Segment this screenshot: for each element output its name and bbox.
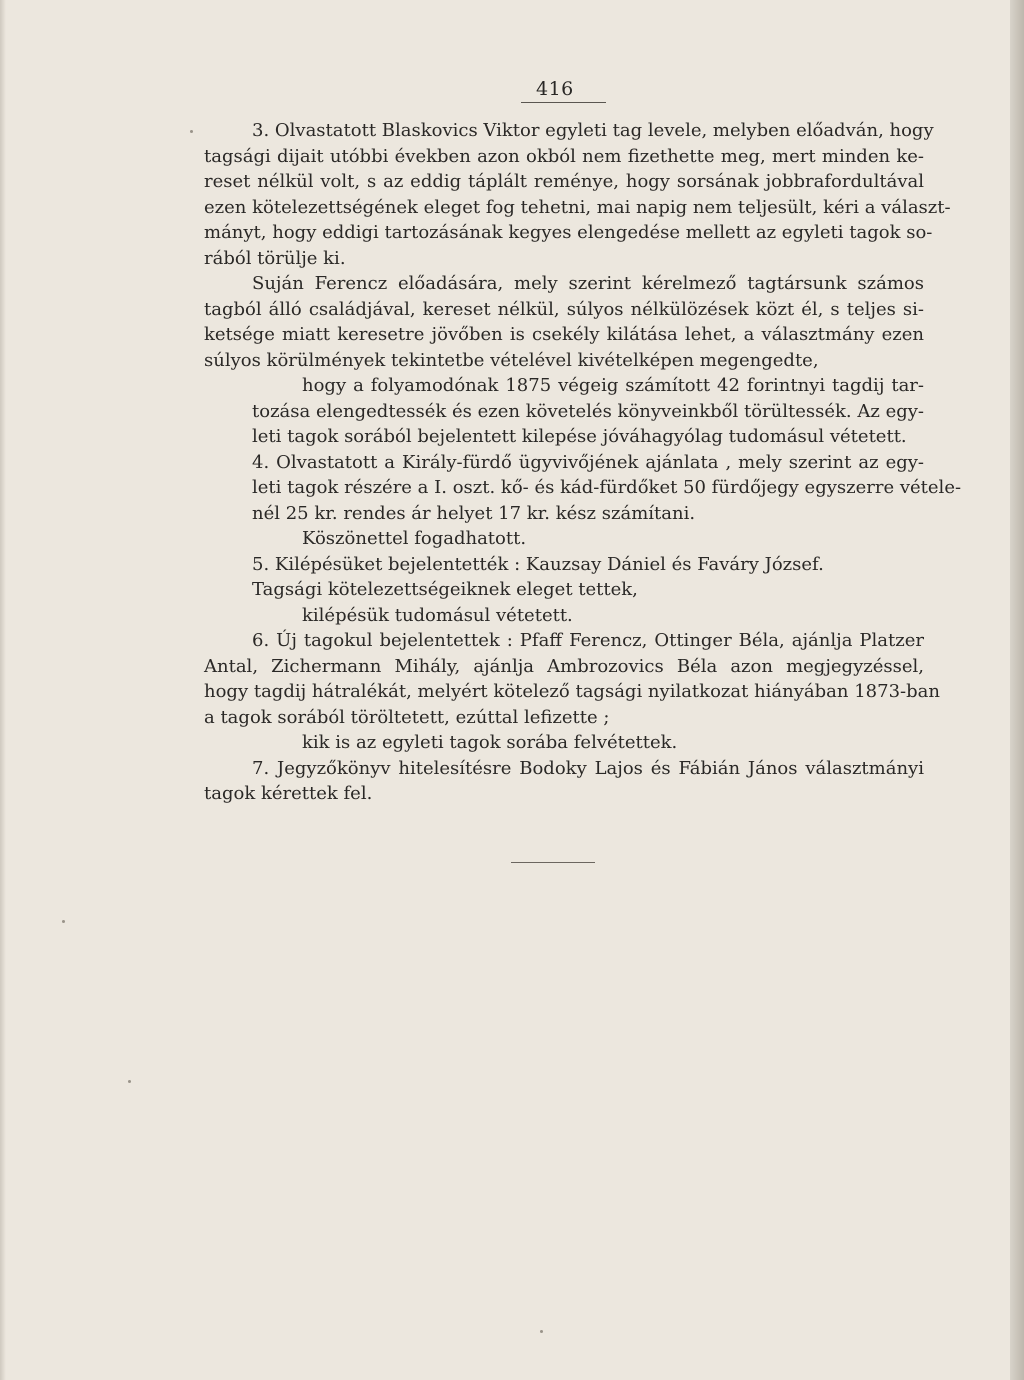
text-line: mányt, hogy eddigi tartozásának kegyes elengedése mellett az egyleti tagok so- bbox=[204, 222, 933, 243]
paper-speck bbox=[540, 1330, 543, 1333]
text-line: nél 25 kr. rendes ár helyet 17 kr. kész számítani. bbox=[252, 502, 696, 524]
text-line: hogy a folyamodónak 1875 végeig számított 42 forintnyi tagdij tar- bbox=[302, 375, 924, 396]
paper-speck bbox=[190, 130, 193, 133]
page-number: 416 bbox=[536, 78, 574, 100]
text-line: 5. Kilépésüket bejelentették : Kauzsay Dániel és Faváry József. bbox=[252, 553, 824, 575]
text-line: Tagsági kötelezettségeiknek eleget tettek, bbox=[252, 579, 638, 600]
text-line: 6. Új tagokul bejelentettek : Pfaff Ferencz, Ottinger Béla, ajánlja Platzer bbox=[252, 630, 924, 651]
text-line: súlyos körülmények tekintetbe vételével kivételképen megengedte, bbox=[204, 349, 819, 371]
text-line: tagból álló családjával, kereset nélkül, súlyos nélkülözések közt él, s teljes si- bbox=[204, 298, 924, 320]
text-line: Köszönettel fogadhatott. bbox=[302, 528, 527, 549]
text-line: Antal, Zichermann Mihály, ajánlja Ambrozovics Béla azon megjegyzéssel, bbox=[204, 655, 924, 677]
text-line: tagsági dijait utóbbi években azon okból nem fizethette meg, mert minden ke- bbox=[204, 145, 924, 167]
text-line: 4. Olvastatott a Király-fürdő ügyvivőjének ajánlata , mely szerint az egy- bbox=[252, 451, 924, 473]
text-line: kik is az egyleti tagok sorába felvétettek. bbox=[302, 732, 678, 753]
paper-speck bbox=[62, 920, 65, 923]
text-line: ketsége miatt keresetre jövőben is csekély kilátása lehet, a választmány ezen bbox=[204, 324, 924, 345]
page-number-rule bbox=[521, 102, 606, 103]
text-line: ezen kötelezettségének eleget fog tehetni, mai napig nem teljesült, kéri a választ- bbox=[204, 196, 951, 218]
text-line: Suján Ferencz előadására, mely szerint kérelmező tagtársunk számos bbox=[252, 273, 924, 294]
text-line: 3. Olvastatott Blaskovics Viktor egyleti tag levele, melyben előadván, hogy bbox=[252, 120, 934, 141]
text-line: leti tagok részére a I. oszt. kő- és kád-fürdőket 50 fürdőjegy egyszerre vétele- bbox=[252, 477, 962, 498]
text-line: reset nélkül volt, s az eddig táplált reménye, hogy sorsának jobbrafordultával bbox=[204, 171, 924, 192]
text-line: 7. Jegyzőkönyv hitelesítésre Bodoky Lajos és Fábián János választmányi bbox=[252, 757, 924, 779]
body-text bbox=[204, 118, 962, 807]
text-line: kilépésük tudomásul vétetett. bbox=[302, 604, 573, 626]
text-line: rából törülje ki. bbox=[204, 247, 346, 269]
text-line: tozása elengedtessék és ezen követelés könyveinkből törültessék. Az egy- bbox=[252, 400, 924, 422]
text-line: leti tagok sorából bejelentett kilepése jóváhagyólag tudomásul vétetett. bbox=[252, 426, 907, 447]
section-end-rule bbox=[511, 862, 595, 863]
text-line: hogy tagdij hátralékát, melyért kötelező tagsági nyilatkozat hiányában 1873-ban bbox=[204, 681, 940, 702]
paper-speck bbox=[128, 1080, 131, 1083]
text-line: a tagok sorából töröltetett, ezúttal lefizette ; bbox=[204, 706, 610, 728]
page-right-edge bbox=[1010, 0, 1024, 1380]
page-left-edge bbox=[0, 0, 6, 1380]
text-line: tagok kérettek fel. bbox=[204, 783, 373, 804]
